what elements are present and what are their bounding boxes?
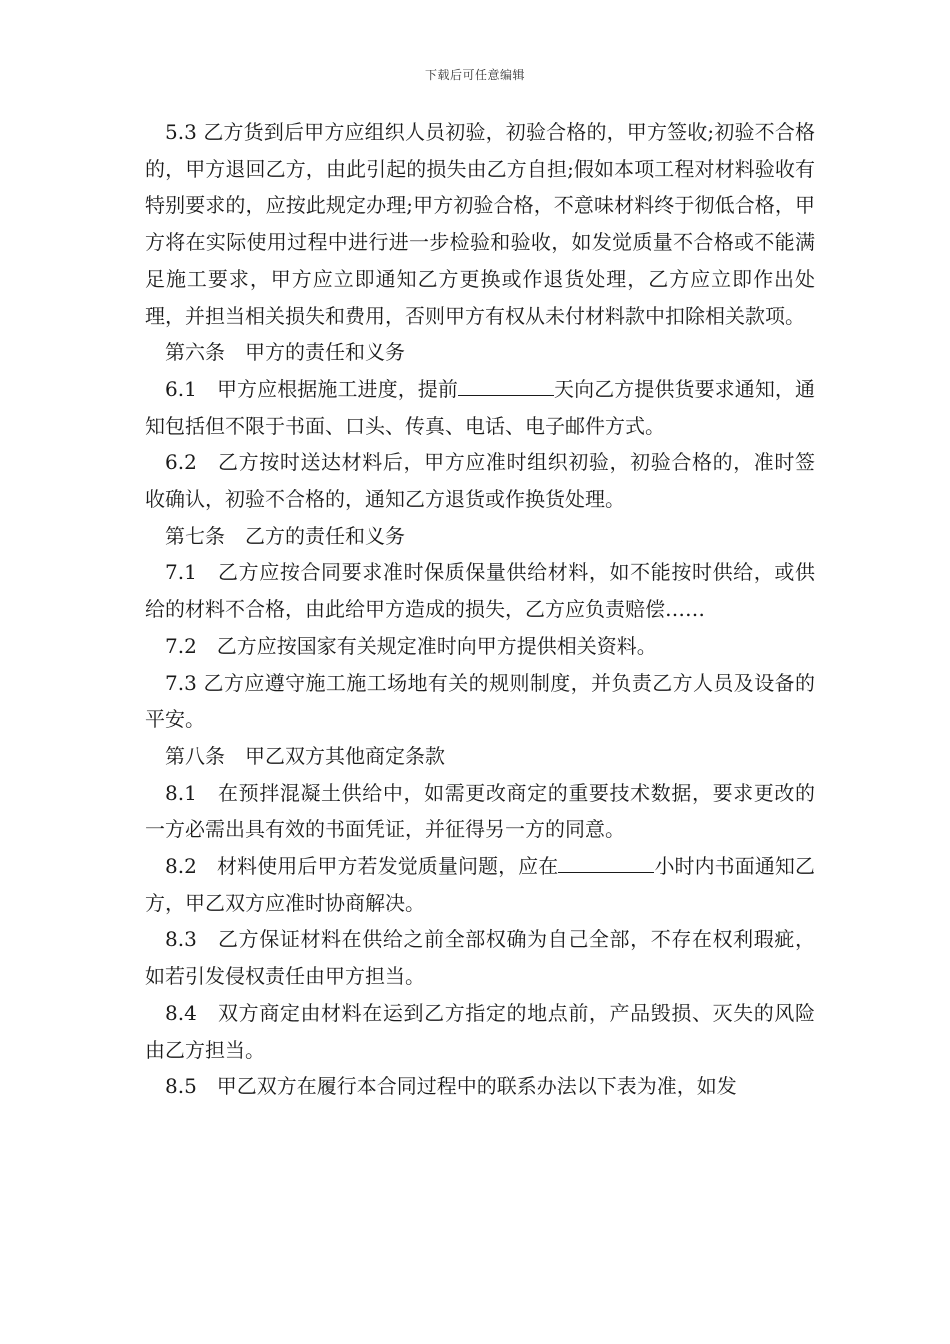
clause-7-2: 7.2 乙方应按国家有关规定准时向甲方提供相关资料。: [165, 633, 657, 658]
fill-in-blank-hours: [558, 850, 654, 873]
article-6-heading: 第六条 甲方的责任和义务: [165, 340, 405, 365]
page-header: 下载后可任意编辑: [424, 68, 525, 82]
clause-6-2: 6.2 乙方按时送达材料后，甲方应准时组织初验，初验合格的，准时签收确认，初验不合格的，通知乙方退货或作换货处理。: [145, 450, 815, 512]
clause-8-2-part-a: 8.2 材料使用后甲方若发觉质量问题，应在: [165, 854, 559, 879]
clause-6-1-part-a: 6.1 甲方应根据施工进度，提前: [165, 376, 458, 401]
clause-8-4: 8.4 双方商定由材料在运到乙方指定的地点前，产品毁损、灭失的风险由乙方担当。: [145, 1000, 815, 1062]
clause-8-2: [145, 848, 815, 921]
clause-5-3: 5.3 乙方货到后甲方应组织人员初验，初验合格的，甲方签收;初验不合格的，甲方退回乙方，由此引起的损失由乙方自担;假如本项工程对材料验收有特别要求的，应按此规定办理;甲方初验合格，不意味材料终于彻低合格，甲方将在实际使用过程中进行进一步检验和验收，如发觉质量不合格或不能满足施工要求，甲方应立即通知乙方更换或作退货处理，乙方应立即作出处理，并担当相关损失和费用，否则甲方有权从未付材料款中扣除相关款项。: [145, 120, 815, 328]
clause-8-3: 8.3 乙方保证材料在供给之前全部权确为自己全部，不存在权利瑕疵，如若引发侵权责任由甲方担当。: [145, 927, 815, 989]
fill-in-blank-days: [458, 373, 554, 396]
clause-8-2-part-b: 小时内书面通知乙方，甲乙双方应准时协商解决。: [145, 854, 816, 915]
article-8-heading: 第八条 甲乙双方其他商定条款: [165, 743, 445, 768]
document-body: [145, 114, 815, 1105]
clause-7-3: 7.3 乙方应遵守施工施工场地有关的规则制度，并负责乙方人员及设备的平安。: [145, 670, 815, 732]
clause-7-1: 7.1 乙方应按合同要求准时保质保量供给材料，如不能按时供给，或供给的材料不合格，由此给甲方造成的损失，乙方应负责赔偿……: [145, 560, 815, 622]
clause-8-5: 8.5 甲乙双方在履行本合同过程中的联系办法以下表为准，如发: [165, 1074, 737, 1099]
article-7-heading: 第七条 乙方的责任和义务: [165, 523, 405, 548]
clause-6-1: [145, 371, 815, 444]
clause-8-1: 8.1 在预拌混凝土供给中，如需更改商定的重要技术数据，要求更改的一方必需出具有效的书面凭证，并征得另一方的同意。: [145, 780, 815, 842]
clause-6-1-part-b: 天向乙方提供货要求通知，通知包括但不限于书面、口头、传真、电话、电子邮件方式。: [145, 376, 816, 438]
